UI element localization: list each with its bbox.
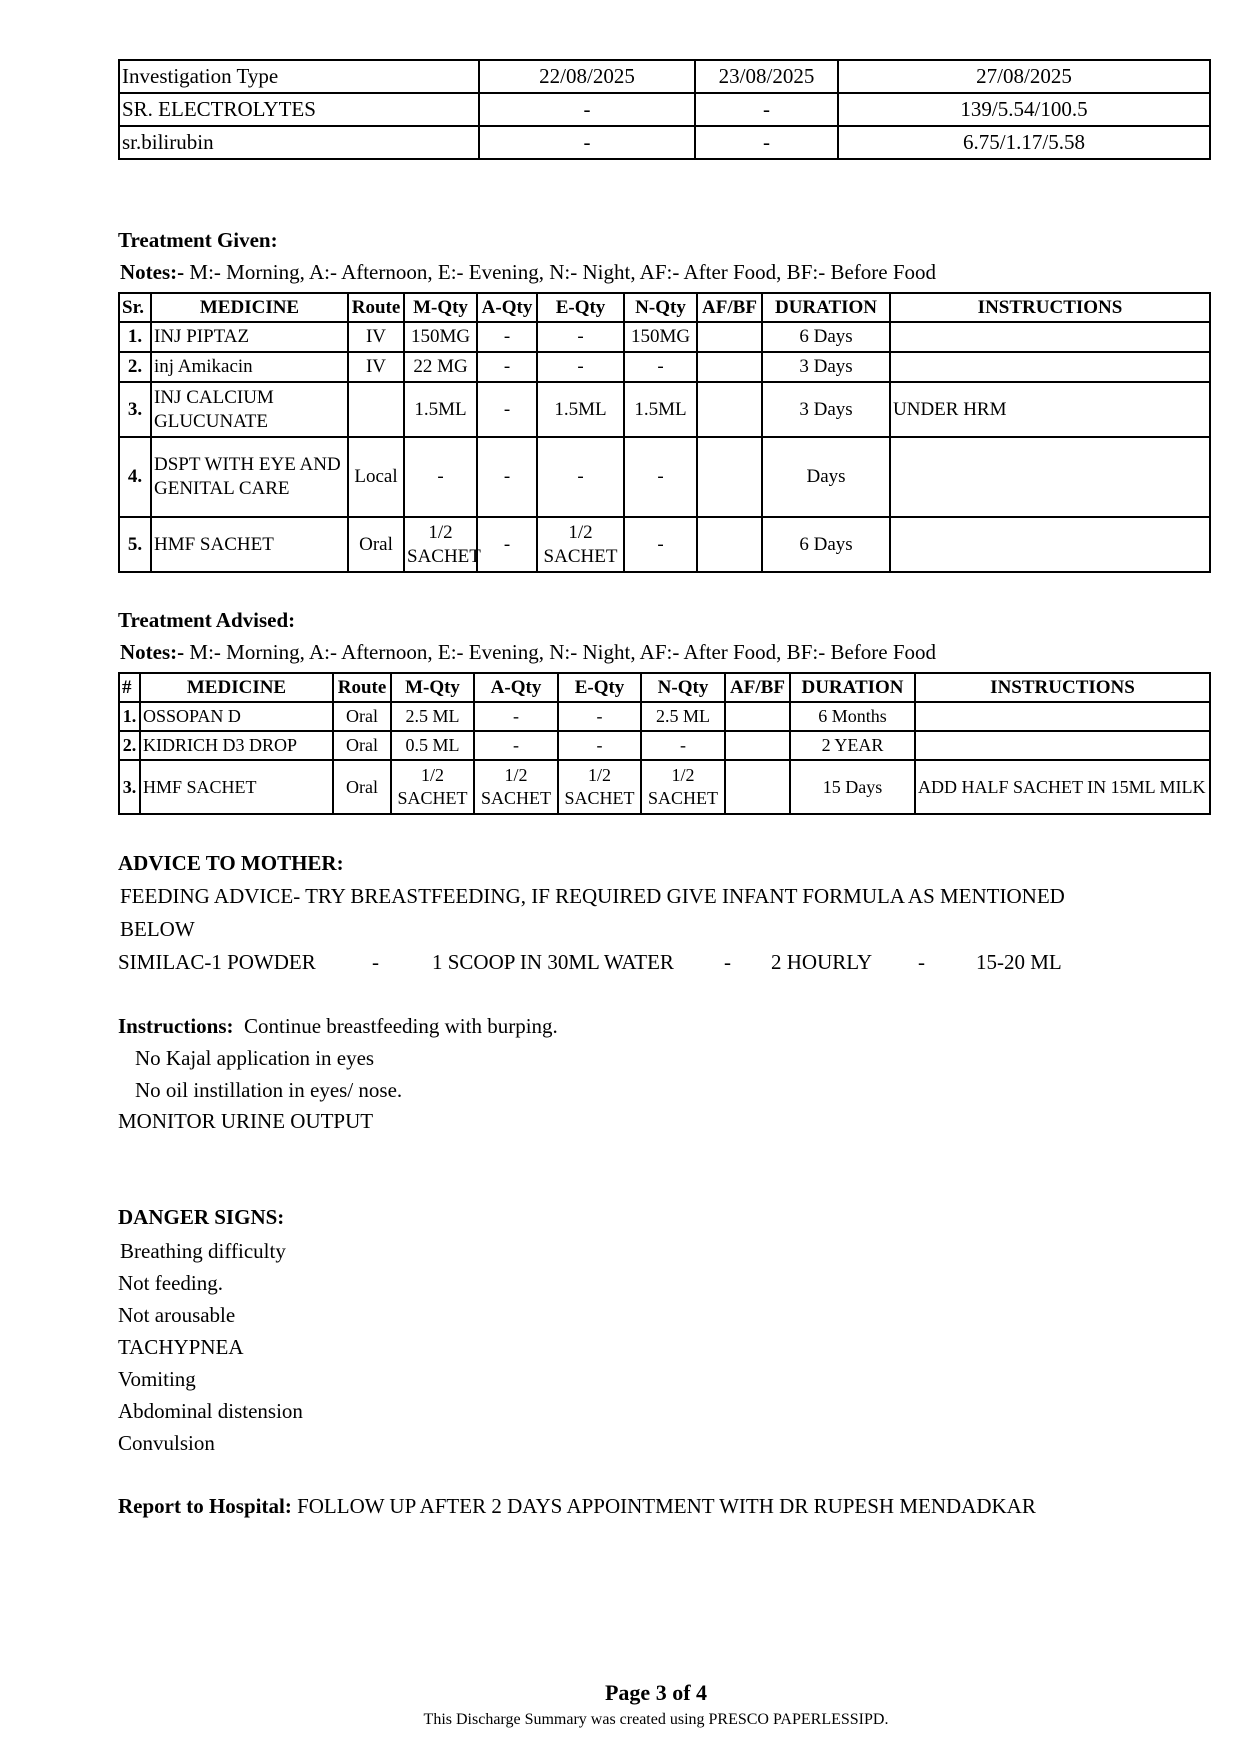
footer-note: This Discharge Summary was created using PRESCO PAPERLESSIPD. <box>423 1711 889 1728</box>
table-cell: 2.5 ML <box>641 702 725 731</box>
instruction-text: Continue breastfeeding with burping. <box>244 1014 558 1038</box>
table-row <box>119 322 1210 352</box>
medicine-name: HMF SACHET <box>151 517 348 572</box>
table-cell: sr.bilirubin <box>119 126 479 159</box>
table-cell: 1/2 SACHET <box>474 760 558 814</box>
treatment-given-table <box>118 292 1211 573</box>
table-cell: 6 Days <box>762 517 890 572</box>
danger-sign-item: Breathing difficulty <box>120 1239 286 1263</box>
table-cell <box>697 517 762 572</box>
table-cell: 150MG <box>404 322 477 352</box>
notes-text: M:- Morning, A:- Afternoon, E:- Evening, N:- Night, AF:- After Food, BF:- Before Food <box>184 640 937 664</box>
table-header-cell: M-Qty <box>404 293 477 322</box>
medicine-name: INJ PIPTAZ <box>151 322 348 352</box>
table-row <box>119 731 1210 760</box>
table-cell <box>890 352 1210 382</box>
formula-name: SIMILAC-1 POWDER <box>118 950 316 974</box>
report-text: FOLLOW UP AFTER 2 DAYS APPOINTMENT WITH DR RUPESH MENDADKAR <box>297 1494 1036 1518</box>
table-cell: IV <box>348 322 404 352</box>
report-to-hospital <box>118 1490 1036 1522</box>
table-cell <box>725 702 790 731</box>
table-cell <box>697 382 762 437</box>
table-cell: - <box>558 731 641 760</box>
table-cell: 1/2 SACHET <box>391 760 474 814</box>
page-number: Page 3 of 4 <box>604 1680 708 1705</box>
table-cell: 1.5ML <box>537 382 624 437</box>
table-cell: 2.5 ML <box>391 702 474 731</box>
medicine-name: DSPT WITH EYE AND GENITAL CARE <box>151 437 348 517</box>
treatment-advised-table <box>118 672 1211 815</box>
table-cell <box>697 437 762 517</box>
table-cell: Oral <box>333 731 391 760</box>
table-cell: 6 Months <box>790 702 915 731</box>
table-row <box>119 93 1210 126</box>
table-cell: - <box>624 437 697 517</box>
table-cell <box>890 517 1210 572</box>
treatment-advised-title: Treatment Advised: <box>118 608 296 632</box>
table-cell: 6.75/1.17/5.58 <box>838 126 1210 159</box>
table-header-cell: 27/08/2025 <box>838 60 1210 93</box>
advice-to-mother-title: ADVICE TO MOTHER: <box>118 851 344 875</box>
feeding-advice-line: BELOW <box>120 917 195 941</box>
medicine-name: KIDRICH D3 DROP <box>140 731 333 760</box>
table-header-cell: Sr. <box>119 293 151 322</box>
table-header-cell: AF/BF <box>725 673 790 702</box>
danger-sign-item: TACHYPNEA <box>118 1335 244 1359</box>
treatment-given-title: Treatment Given: <box>118 228 278 252</box>
table-header-cell: N-Qty <box>641 673 725 702</box>
table-row <box>119 382 1210 437</box>
row-number: 1. <box>119 702 140 731</box>
danger-sign-item: Not feeding. <box>118 1271 223 1295</box>
table-cell: UNDER HRM <box>890 382 1210 437</box>
table-row <box>119 352 1210 382</box>
table-cell: 1/2 SACHET <box>537 517 624 572</box>
table-header-cell: A-Qty <box>474 673 558 702</box>
table-row <box>119 517 1210 572</box>
table-cell: - <box>474 731 558 760</box>
row-number: 4. <box>119 437 151 517</box>
table-row <box>119 702 1210 731</box>
table-cell: Oral <box>348 517 404 572</box>
table-cell: - <box>404 437 477 517</box>
table-cell: - <box>537 352 624 382</box>
instructions-first-line <box>118 1010 558 1042</box>
instruction-item: No Kajal application in eyes <box>135 1046 375 1070</box>
table-cell: 139/5.54/100.5 <box>838 93 1210 126</box>
medicine-name: OSSOPAN D <box>140 702 333 731</box>
table-cell: 1/2 SACHET <box>641 760 725 814</box>
table-header-cell: INSTRUCTIONS <box>890 293 1210 322</box>
table-cell: - <box>537 322 624 352</box>
table-header-row <box>119 293 1210 322</box>
formula-separator: - <box>724 950 731 974</box>
row-number: 1. <box>119 322 151 352</box>
table-cell: - <box>641 731 725 760</box>
formula-dilution: 1 SCOOP IN 30ML WATER <box>432 950 674 974</box>
table-cell: - <box>479 126 695 159</box>
notes-text: M:- Morning, A:- Afternoon, E:- Evening, N:- Night, AF:- After Food, BF:- Before Food <box>184 260 937 284</box>
table-cell: - <box>558 702 641 731</box>
table-header-cell: MEDICINE <box>140 673 333 702</box>
notes-label: Notes:- <box>120 260 185 284</box>
table-cell <box>348 382 404 437</box>
table-header-cell: AF/BF <box>697 293 762 322</box>
table-cell <box>725 760 790 814</box>
table-cell: - <box>477 517 537 572</box>
table-cell: 15 Days <box>790 760 915 814</box>
table-cell: Local <box>348 437 404 517</box>
table-header-row <box>119 673 1210 702</box>
table-row <box>119 760 1210 814</box>
table-cell: Oral <box>333 702 391 731</box>
treatment-given-notes <box>120 260 936 285</box>
table-cell: - <box>477 437 537 517</box>
table-cell <box>725 731 790 760</box>
table-cell <box>890 437 1210 517</box>
table-cell: - <box>479 93 695 126</box>
row-number: 3. <box>119 382 151 437</box>
table-cell: - <box>477 382 537 437</box>
table-header-row <box>119 60 1210 93</box>
table-header-cell: A-Qty <box>477 293 537 322</box>
instruction-item: No oil instillation in eyes/ nose. <box>135 1078 403 1102</box>
table-header-cell: INSTRUCTIONS <box>915 673 1210 702</box>
table-cell: Days <box>762 437 890 517</box>
table-cell: - <box>624 352 697 382</box>
danger-sign-item: Not arousable <box>118 1303 236 1327</box>
medicine-name: INJ CALCIUM GLUCUNATE <box>151 382 348 437</box>
table-cell: - <box>537 437 624 517</box>
row-number: 2. <box>119 352 151 382</box>
table-header-cell: 22/08/2025 <box>479 60 695 93</box>
table-cell: 0.5 ML <box>391 731 474 760</box>
table-cell: 22 MG <box>404 352 477 382</box>
table-cell: 1/2 SACHET <box>404 517 477 572</box>
table-header-cell: Route <box>333 673 391 702</box>
table-header-cell: E-Qty <box>537 293 624 322</box>
table-cell: - <box>695 93 838 126</box>
instructions-label: Instructions: <box>118 1014 234 1038</box>
table-cell <box>697 322 762 352</box>
table-header-cell: DURATION <box>790 673 915 702</box>
medicine-name: HMF SACHET <box>140 760 333 814</box>
danger-sign-item: Convulsion <box>118 1431 215 1455</box>
table-header-cell: M-Qty <box>391 673 474 702</box>
table-cell: 6 Days <box>762 322 890 352</box>
danger-signs-title: DANGER SIGNS: <box>118 1205 285 1229</box>
table-row <box>119 126 1210 159</box>
formula-frequency: 2 HOURLY <box>771 950 873 974</box>
medicine-name: inj Amikacin <box>151 352 348 382</box>
row-number: 2. <box>119 731 140 760</box>
table-cell <box>915 702 1210 731</box>
investigation-table <box>118 59 1211 160</box>
feeding-advice-line: FEEDING ADVICE- TRY BREASTFEEDING, IF REQUIRED GIVE INFANT FORMULA AS MENTIONED <box>120 884 1065 908</box>
table-cell: - <box>474 702 558 731</box>
table-header-cell: MEDICINE <box>151 293 348 322</box>
formula-volume: 15-20 ML <box>976 950 1062 974</box>
table-cell: IV <box>348 352 404 382</box>
formula-separator: - <box>918 950 925 974</box>
table-cell <box>915 731 1210 760</box>
table-header-cell: E-Qty <box>558 673 641 702</box>
table-header-cell: 23/08/2025 <box>695 60 838 93</box>
report-label: Report to Hospital: <box>118 1494 292 1518</box>
danger-sign-item: Vomiting <box>118 1367 196 1391</box>
table-cell: Oral <box>333 760 391 814</box>
table-cell <box>697 352 762 382</box>
table-cell: - <box>624 517 697 572</box>
table-cell: 1.5ML <box>404 382 477 437</box>
instruction-item: MONITOR URINE OUTPUT <box>118 1109 374 1133</box>
notes-label: Notes:- <box>120 640 185 664</box>
table-header-cell: # <box>119 673 140 702</box>
table-header-cell: DURATION <box>762 293 890 322</box>
table-header-cell: Investigation Type <box>119 60 479 93</box>
table-cell: 2 YEAR <box>790 731 915 760</box>
table-cell: SR. ELECTROLYTES <box>119 93 479 126</box>
table-cell <box>890 322 1210 352</box>
table-cell: - <box>477 322 537 352</box>
table-row <box>119 437 1210 517</box>
table-cell: - <box>477 352 537 382</box>
table-cell: 1.5ML <box>624 382 697 437</box>
danger-sign-item: Abdominal distension <box>118 1399 303 1423</box>
table-header-cell: Route <box>348 293 404 322</box>
row-number: 5. <box>119 517 151 572</box>
treatment-advised-notes <box>120 640 936 665</box>
table-cell: - <box>695 126 838 159</box>
table-cell: 3 Days <box>762 352 890 382</box>
table-header-cell: N-Qty <box>624 293 697 322</box>
row-number: 3. <box>119 760 140 814</box>
table-cell: ADD HALF SACHET IN 15ML MILK <box>915 760 1210 814</box>
table-cell: 1/2 SACHET <box>558 760 641 814</box>
table-cell: 3 Days <box>762 382 890 437</box>
table-cell: 150MG <box>624 322 697 352</box>
formula-separator: - <box>372 950 379 974</box>
